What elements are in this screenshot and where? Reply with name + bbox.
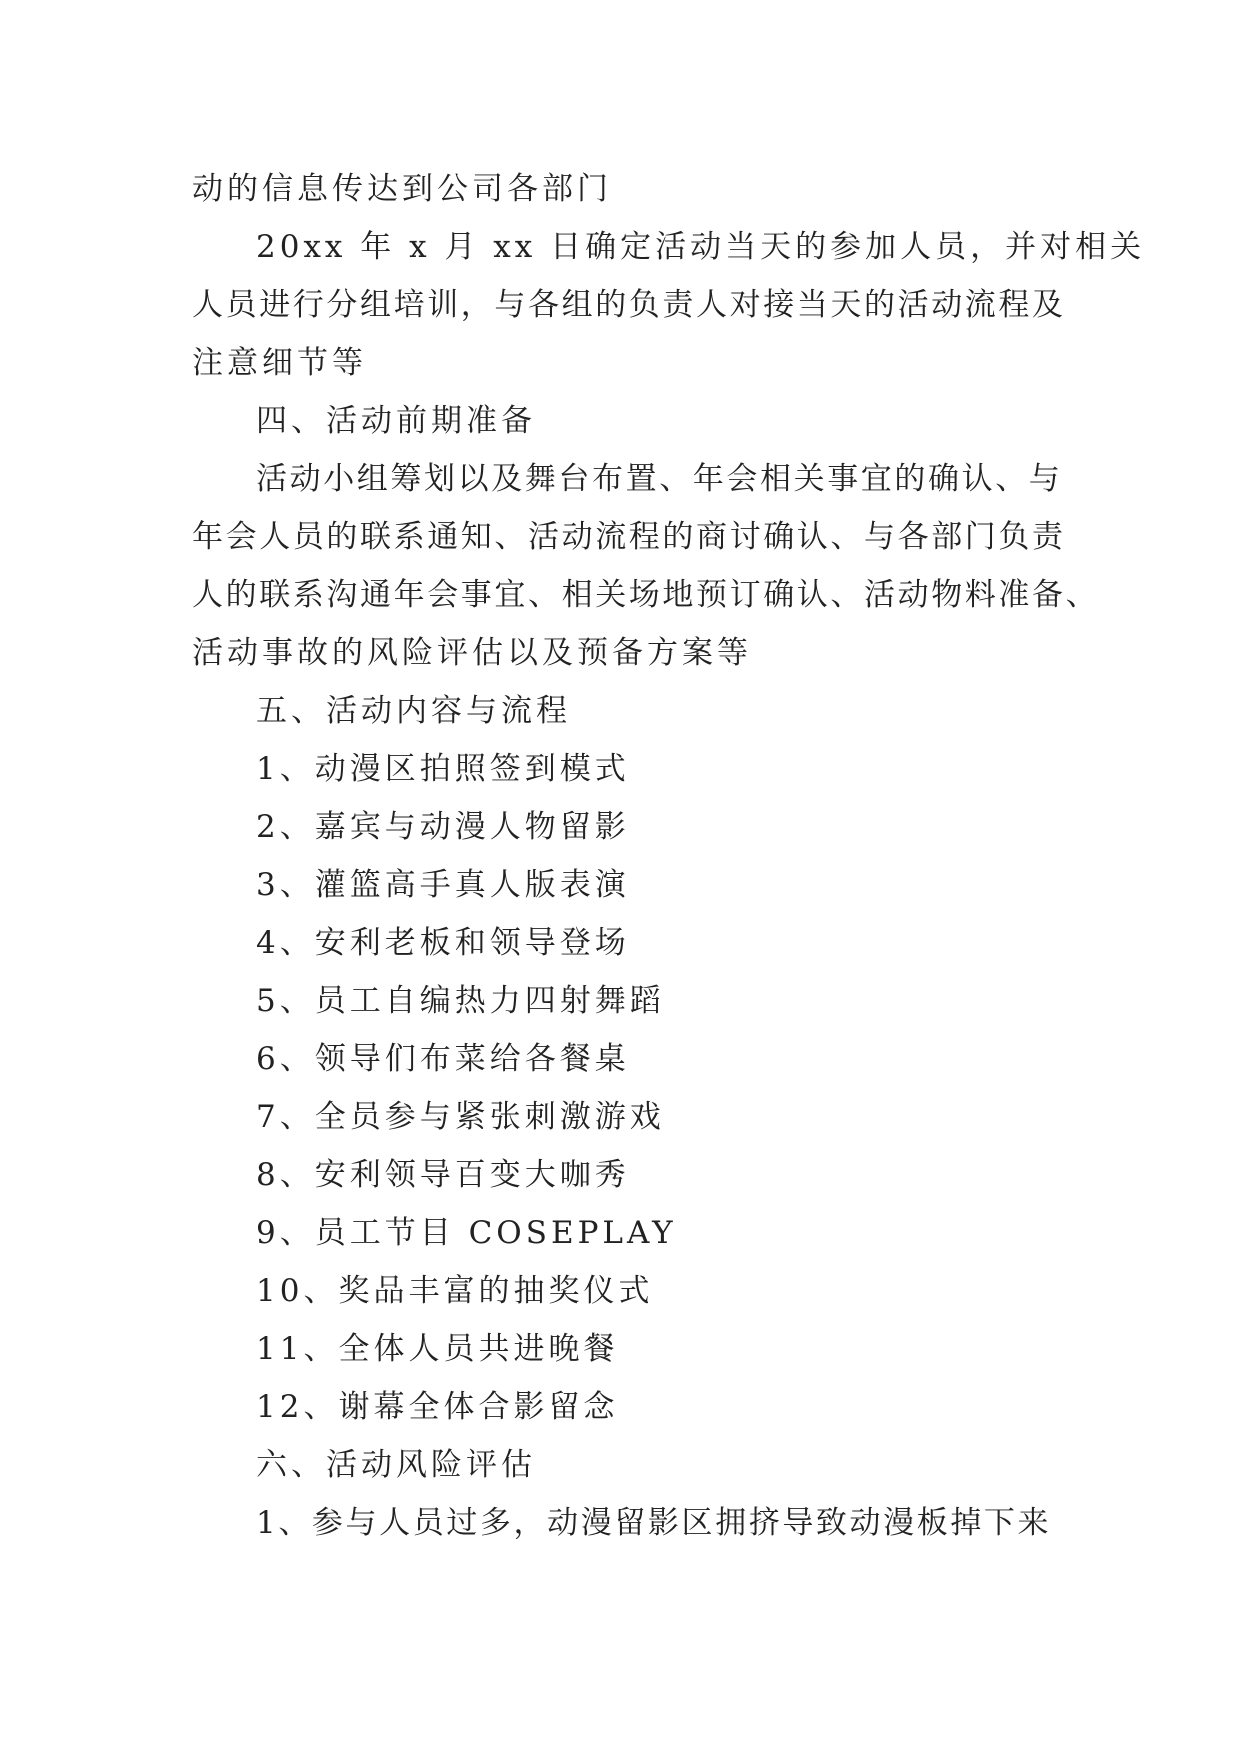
list-item: 5、员工自编热力四射舞蹈 [256, 983, 665, 1019]
text-line: 活动小组筹划以及舞台布置、年会相关事宜的确认、与 [256, 461, 1063, 497]
text-line: 年会人员的联系通知、活动流程的商讨确认、与各部门负责 [192, 519, 1066, 555]
text-line: 20xx 年 x 月 xx 日确定活动当天的参加人员，并对相关 [256, 229, 1146, 265]
text-line: 注意细节等 [192, 345, 367, 381]
list-item: 3、灌篮高手真人版表演 [256, 867, 630, 903]
text-line: 活动事故的风险评估以及预备方案等 [192, 635, 752, 671]
list-item: 2、嘉宾与动漫人物留影 [256, 809, 630, 845]
list-item: 4、安利老板和领导登场 [256, 925, 630, 961]
document-body [192, 160, 1146, 1552]
list-item: 6、领导们布菜给各餐桌 [256, 1041, 630, 1077]
section-heading: 五、活动内容与流程 [256, 693, 571, 729]
list-item: 11、全体人员共进晚餐 [256, 1331, 619, 1367]
list-item: 10、奖品丰富的抽奖仪式 [256, 1273, 654, 1309]
section-heading: 六、活动风险评估 [256, 1447, 536, 1483]
list-item: 1、动漫区拍照签到模式 [256, 751, 630, 787]
text-line: 人员进行分组培训，与各组的负责人对接当天的活动流程及 [192, 287, 1066, 323]
text-line: 动的信息传达到公司各部门 [192, 171, 612, 207]
text-line: 人的联系沟通年会事宜、相关场地预订确认、活动物料准备、 [192, 577, 1100, 613]
list-item: 1、参与人员过多，动漫留影区拥挤导致动漫板掉下来 [256, 1505, 1052, 1541]
list-item: 12、谢幕全体合影留念 [256, 1389, 619, 1425]
list-item: 8、安利领导百变大咖秀 [256, 1157, 630, 1193]
list-item: 7、全员参与紧张刺激游戏 [256, 1099, 665, 1135]
section-heading: 四、活动前期准备 [256, 403, 536, 439]
list-item: 9、员工节目 COSEPLAY [256, 1215, 677, 1251]
